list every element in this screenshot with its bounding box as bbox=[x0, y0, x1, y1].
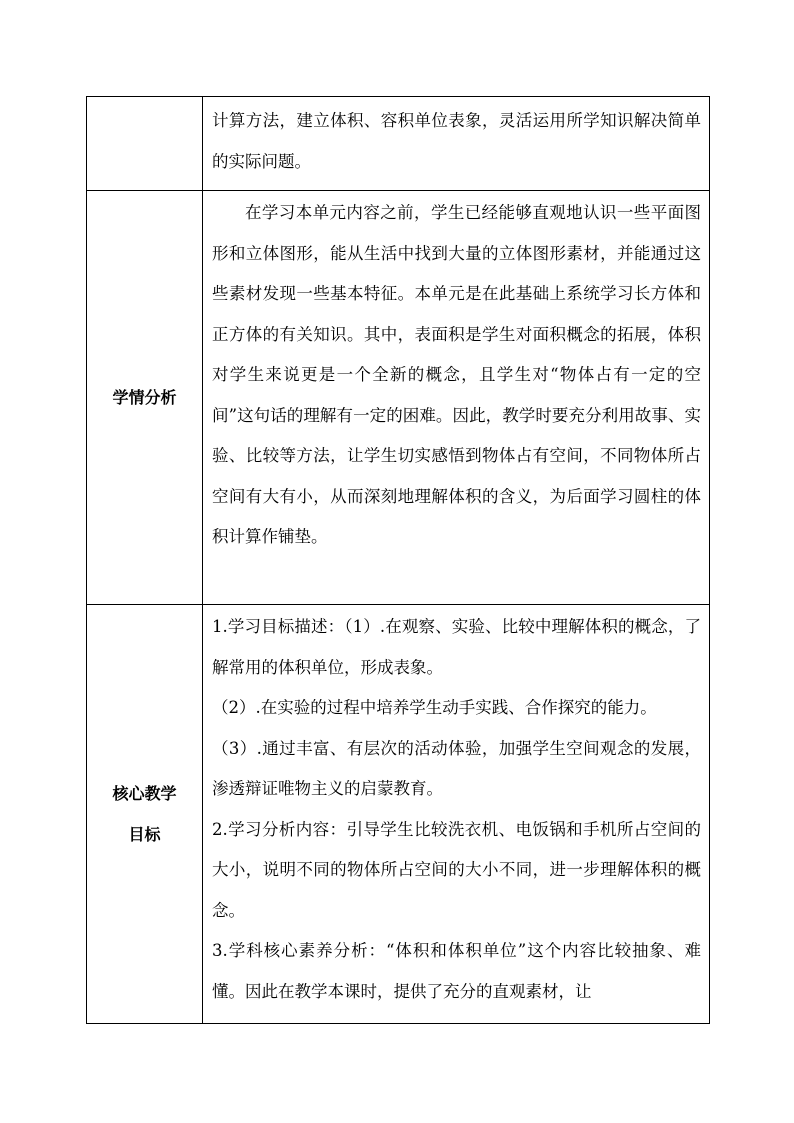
row-label-student-analysis: 学情分析 bbox=[87, 191, 203, 605]
paragraph: 计算方法，建立体积、容积单位表象，灵活运用所学知识解决简单的实际问题。 bbox=[212, 111, 701, 171]
lesson-plan-table bbox=[86, 96, 710, 1024]
label-line: 目标 bbox=[128, 825, 161, 844]
paragraph: 在学习本单元内容之前，学生已经能够直观地认识一些平面图形和立体图形，能从生活中找到大量的立体图形素材，并能通过这些素材发现一些基本特征。本单元是在此基础上系统学习长方体和正方体的有关知识。其中，表面积是学生对面积概念的拓展，体积对学生来说更是一个全新的概念，且学生对“物体占有一定的空间”这句话的理解有一定的困难。因此，教学时要充分利用故事、实验、比较等方法，让学生切实感悟到物体占有空间，不同物体所占空间有大有小，从而深刻地理解体积的含义，为后面学习圆柱的体积计算作铺垫。 bbox=[212, 203, 701, 546]
table-row bbox=[87, 97, 710, 191]
core-objectives-content bbox=[203, 605, 710, 1024]
paragraph: （3）.通过丰富、有层次的活动体验，加强学生空间观念的发展，渗透辩证唯物主义的启蒙教育。 bbox=[212, 738, 701, 798]
row-label-empty bbox=[87, 97, 203, 191]
paragraph: 2.学习分析内容：引导学生比较洗衣机、电饭锅和手机所占空间的大小，说明不同的物体所占空间的大小不同，进一步理解体积的概念。 bbox=[212, 819, 701, 920]
paragraph: （2）.在实验的过程中培养学生动手实践、合作探究的能力。 bbox=[212, 698, 657, 717]
paragraph: 3.学科核心素养分析：“体积和体积单位”这个内容比较抽象、难懂。因此在教学本课时，提供了充分的直观素材，让 bbox=[212, 941, 701, 1001]
paragraph: 1.学习目标描述：（1）.在观察、实验、比较中理解体积的概念，了解常用的体积单位，形成表象。 bbox=[212, 617, 701, 677]
label-line: 核心教学 bbox=[112, 784, 177, 803]
student-analysis-content bbox=[203, 191, 710, 605]
teaching-goal-continuation bbox=[203, 97, 710, 191]
row-label-core-objectives bbox=[87, 605, 203, 1024]
table-row bbox=[87, 605, 710, 1024]
table-row bbox=[87, 191, 710, 605]
